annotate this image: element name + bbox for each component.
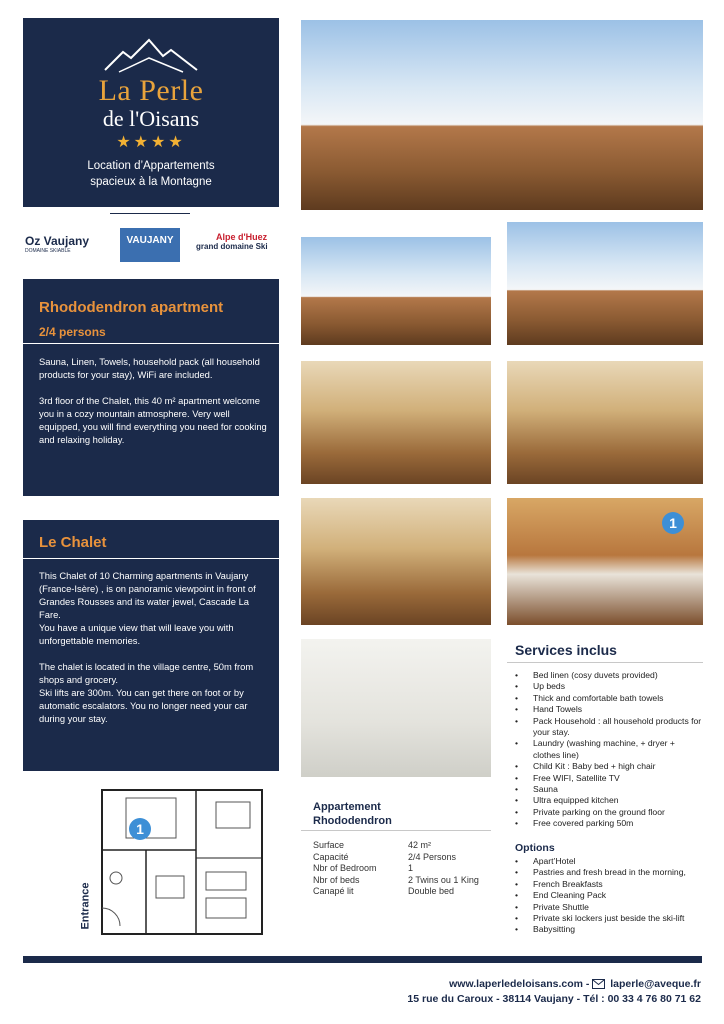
apartment-subtitle: 2/4 persons bbox=[39, 325, 106, 339]
chalet-panel bbox=[23, 520, 279, 771]
spec-value: 42 m² bbox=[408, 840, 432, 850]
floor-plan-room-badge: 1 bbox=[129, 818, 151, 840]
chalet-divider bbox=[23, 558, 279, 559]
list-item: • Free covered parking 50m bbox=[515, 818, 703, 829]
list-item: • Private Shuttle bbox=[515, 902, 703, 913]
list-item: • Up beds bbox=[515, 681, 703, 692]
list-item: • Private ski lockers just beside the ski-lift bbox=[515, 913, 703, 924]
spec-label: Surface bbox=[313, 840, 345, 850]
partner-vaujany-label: VAUJANY bbox=[126, 235, 174, 246]
list-item: • Pack Household : all household products for your stay. bbox=[515, 716, 703, 739]
services-title: Services inclus bbox=[515, 642, 617, 658]
partner-alpe-label: Alpe d'Huez bbox=[216, 232, 268, 242]
chalet-description: This Chalet of 10 Charming apartments in Vaujany (France-Isère) , is on panoramic viewpoint in front of Grandes Rousses and its water jewel, Cascade La Fare. You have a unique view that will leave you with unforgettable memories. The chalet is located in the village centre, 50m from shops and grocery. Ski lifts are 300m. You can get there on foot or by automatic escalators. You no longer need your car during your stay. bbox=[39, 570, 256, 724]
list-item: • Private parking on the ground floor bbox=[515, 807, 703, 818]
list-item: • Ultra equipped kitchen bbox=[515, 795, 703, 806]
partner-alpe-sub: grand domaine Ski bbox=[196, 242, 268, 251]
spec-value: 2/4 Persons bbox=[408, 851, 457, 862]
spec-value: Double bed bbox=[408, 886, 455, 896]
list-item: • French Breakfasts bbox=[515, 879, 703, 890]
apartment-title: Rhododendron apartment bbox=[39, 299, 224, 316]
brand-tagline: Location d’Appartements spacieux à la Montagne bbox=[87, 160, 215, 188]
services-section bbox=[515, 642, 703, 658]
chalet-exterior-photo bbox=[301, 20, 703, 210]
mail-icon bbox=[592, 979, 605, 989]
footer-website-link[interactable]: www.laperledeloisans.com - bbox=[449, 978, 593, 990]
list-item: • Babysitting bbox=[515, 924, 703, 935]
brand-name-line2: de l'Oisans bbox=[102, 106, 200, 131]
entrance-label: Entrance bbox=[79, 882, 92, 930]
spec-label: Capacité bbox=[313, 851, 349, 862]
lounge-photo bbox=[301, 498, 491, 625]
services-list bbox=[515, 670, 703, 830]
specs-divider bbox=[301, 830, 491, 831]
list-item: • Laundry (washing machine, + dryer + clothes line) bbox=[515, 738, 703, 761]
list-item: • Thick and comfortable bath towels bbox=[515, 693, 703, 704]
spec-value: 1 bbox=[408, 863, 414, 873]
spec-label: Nbr of Bedroom bbox=[313, 863, 377, 873]
footer-email-link[interactable]: laperle@aveque.fr bbox=[610, 978, 701, 990]
spec-label: Nbr of beds bbox=[313, 874, 360, 885]
brand-logo-panel bbox=[23, 18, 279, 207]
chalet-title: Le Chalet bbox=[39, 534, 107, 551]
spec-value: 2 Twins ou 1 King bbox=[408, 874, 479, 885]
specs-title: Appartement Rhododendron bbox=[313, 801, 392, 827]
bathroom-photo bbox=[301, 639, 491, 777]
partner-logo-oz-vaujany bbox=[25, 234, 95, 254]
bedroom-number-badge: 1 bbox=[662, 512, 684, 534]
spec-label: Canapé lit bbox=[313, 886, 354, 896]
bedroom-photo bbox=[507, 498, 703, 625]
partner-logo-vaujany bbox=[120, 228, 180, 262]
kitchen-photo bbox=[507, 361, 703, 484]
options-title: Options bbox=[515, 842, 555, 854]
list-item: • Hand Towels bbox=[515, 704, 703, 715]
footer-contact-line bbox=[449, 978, 701, 990]
list-item: • Free WIFI, Satellite TV bbox=[515, 773, 703, 784]
partner-oz-label: Oz Vaujany bbox=[25, 234, 90, 248]
list-item: • Bed linen (cosy duvets provided) bbox=[515, 670, 703, 681]
services-divider bbox=[507, 662, 703, 663]
list-item: • Child Kit : Baby bed + high chair bbox=[515, 761, 703, 772]
chalet-facade-photo bbox=[301, 237, 491, 345]
brand-name-line1: La Perle bbox=[98, 74, 204, 107]
footer-bar bbox=[23, 956, 702, 963]
floor-plan bbox=[79, 788, 280, 938]
list-item: • End Cleaning Pack bbox=[515, 890, 703, 901]
partner-oz-sub: DOMAINE SKIABLE bbox=[25, 248, 71, 254]
apartment-description: Sauna, Linen, Towels, household pack (all household products for your stay), WiFi are included. 3rd floor of the Chalet, this 40 m² apartment welcome you in a cozy mountain atmosphere. Very well equipped, you will find everything you need for cooking and relaxing holiday. bbox=[39, 356, 267, 445]
floor-plan-drawing bbox=[86, 788, 280, 938]
apartment-divider bbox=[23, 343, 279, 344]
mountain-logo-icon bbox=[101, 38, 201, 74]
partner-logo-alpe-dhuez bbox=[196, 232, 278, 251]
footer-address: 15 rue du Caroux - 38114 Vaujany - Tél : 00 33 4 76 80 71 62 bbox=[407, 993, 701, 1005]
list-item: • Apart’Hotel bbox=[515, 856, 703, 867]
partner-divider bbox=[110, 213, 190, 214]
living-room-photo bbox=[301, 361, 491, 484]
apartment-panel bbox=[23, 279, 279, 496]
list-item: • Pastries and fresh bread in the morning, bbox=[515, 867, 703, 878]
options-list bbox=[515, 856, 703, 936]
specs-values bbox=[408, 840, 498, 898]
specs-labels bbox=[313, 840, 403, 898]
star-rating: ★★★★ bbox=[116, 134, 186, 151]
chalet-winter-photo bbox=[507, 222, 703, 345]
list-item: • Sauna bbox=[515, 784, 703, 795]
